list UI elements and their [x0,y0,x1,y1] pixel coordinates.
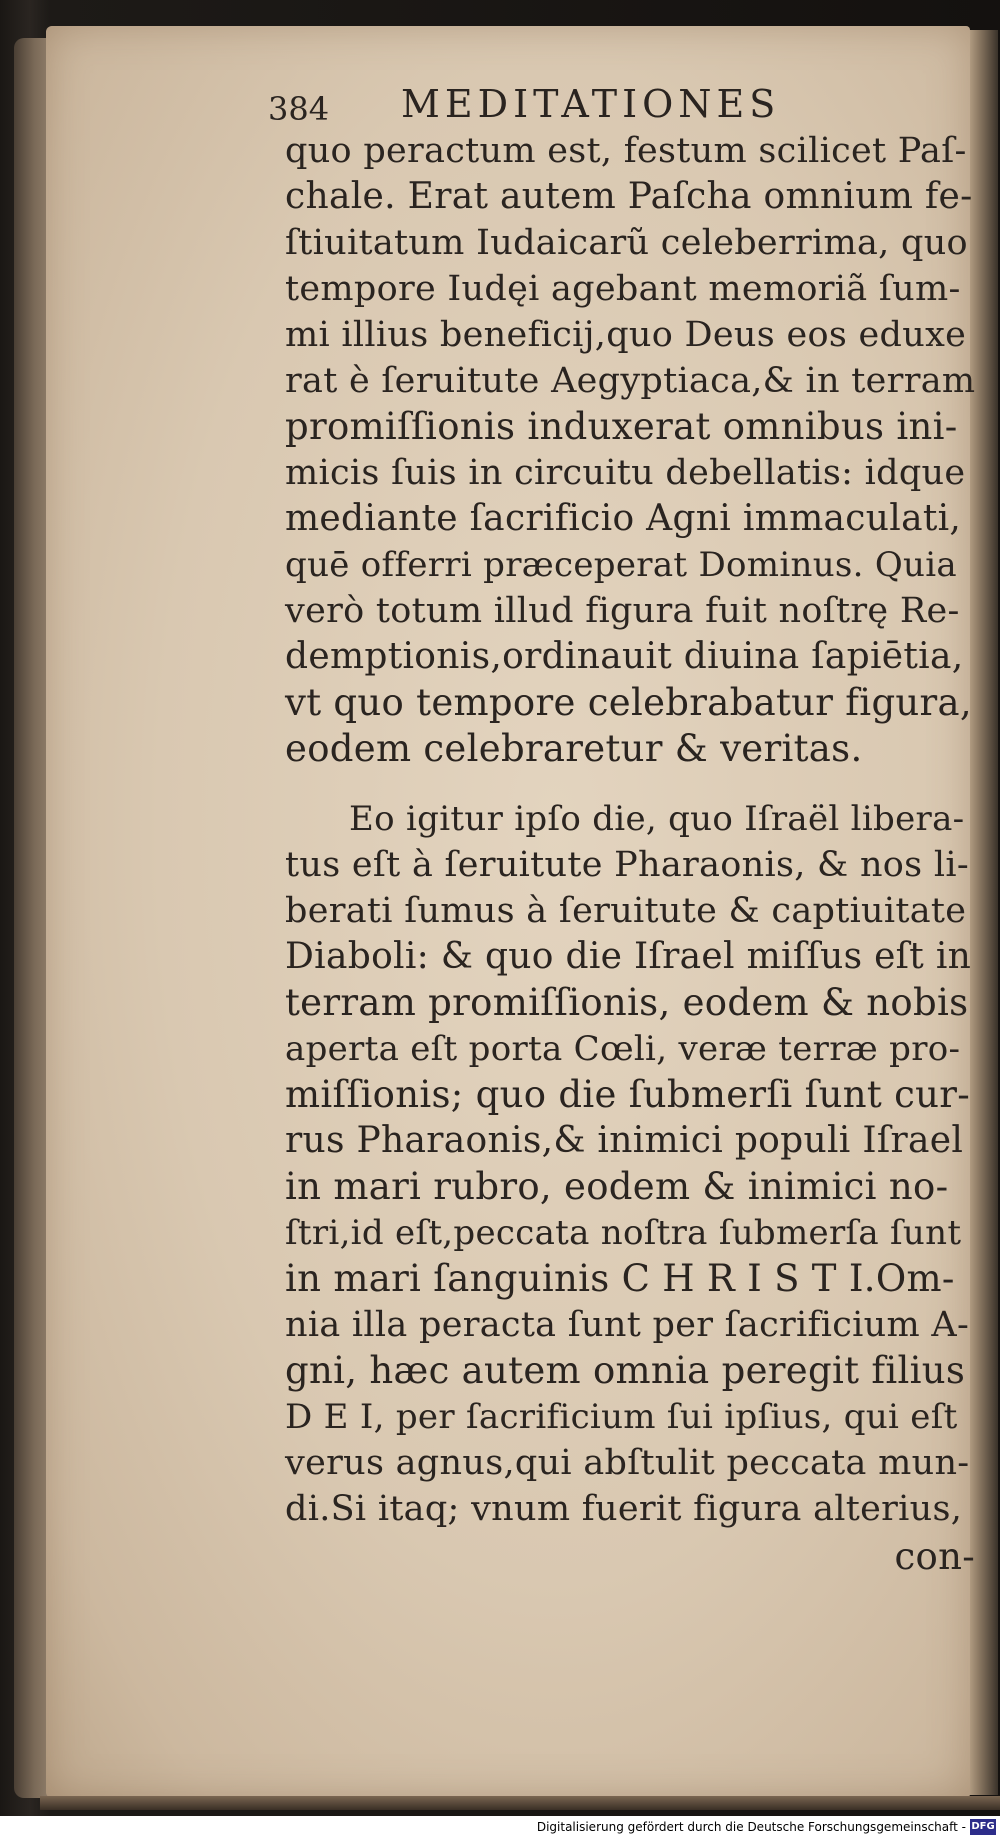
text-line: aperta eſt porta Cœli, veræ terræ pro- [285,1029,961,1069]
text-line: eodem celebraretur & veritas. [285,727,863,770]
page-header [268,82,868,128]
text-line: berati ſumus à ſeruitute & captiuitate [285,891,967,931]
running-title: MEDITATIONES [401,82,781,126]
text-line: miſſionis; quo die ſubmerſi ſunt cur- [285,1073,971,1116]
text-line: micis ſuis in circuitu debellatis: idque [285,453,966,493]
text-line: quē offerri præceperat Dominus. Quia [285,545,957,585]
paragraph-start-line: Eo igitur ipſo die, quo Iſraël libera- [349,799,965,839]
text-line: ſtiuitatum Iudaicarũ celeberrima, quo [285,223,968,263]
text-line: chale. Erat autem Paſcha omnium fe- [285,176,973,217]
text-line: tus eſt à ſeruitute Pharaonis, & nos li- [285,845,969,885]
text-line: verò totum illud figura fuit noſtrę Re- [285,591,960,631]
text-line: rat è ſeruitute Aegyptiaca,& in terram [285,361,976,401]
text-line: rus Pharaonis,& inimici populi Iſrael [285,1120,964,1161]
text-line: gni, hæc autem omnia peregit filius [285,1349,966,1392]
text-line: terram promiſſionis, eodem & nobis [285,981,969,1024]
text-line: di.Si itaq; vnum fuerit figura alterius, [285,1489,963,1529]
book-right-edge [968,30,998,1795]
text-line: promiſſionis induxerat omnibus ini- [285,405,958,448]
catchword: con- [894,1535,975,1578]
text-line: nia illa peracta ſunt per ſacrificium A- [285,1305,970,1345]
text-line: quo peractum est, festum scilicet Paſ- [285,131,967,171]
text-line: in mari rubro, eodem & inimici no- [285,1165,949,1208]
text-line: in mari ſanguinis C H R I S T I.Om- [285,1257,955,1300]
dfg-logo: DFG [970,1819,996,1835]
text-line: D E I, per ſacrificium ſui ipſius, qui eſt [285,1397,958,1437]
text-line: verus agnus,qui abſtulit peccata mun- [285,1443,970,1483]
text-line: mi illius beneficij,quo Deus eos eduxe [285,315,967,355]
text-line: tempore Iudęi agebant memoriã ſum- [285,269,961,309]
text-line: ſtri,id eſt,peccata noſtra ſubmerſa ſunt [285,1213,962,1253]
text-line: demptionis,ordinauit diuina ſapiētia, [285,636,964,677]
text-line: mediante ſacrificio Agni immaculati, [285,498,962,539]
page-number: 384 [268,90,330,128]
book-bottom-edge [40,1796,1000,1810]
text-line: vt quo tempore celebrabatur figura, [285,681,972,724]
footer-bar [0,1816,1000,1843]
funding-credit: Digitalisierung gefördert durch die Deutsche Forschungsgemeinschaft - [536,1820,966,1834]
text-line: Diaboli: & quo die Iſrael miſſus eſt in [285,936,972,977]
